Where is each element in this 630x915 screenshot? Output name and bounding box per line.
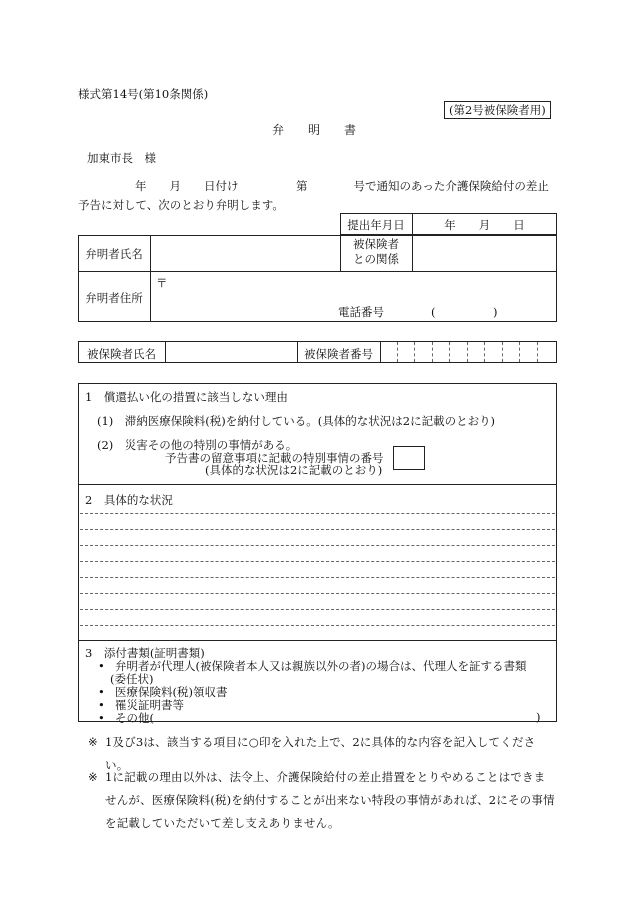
insured-number-label: 被保険者番号 — [304, 347, 373, 361]
blank-line — [80, 561, 555, 562]
section1-item2-sub1: 予告書の留意事項に記載の特別事情の番号 — [165, 451, 384, 465]
form-type-badge: (第2号被保険者用) — [444, 101, 551, 119]
intro-line-2: 予告に対して、次のとおり弁明します。 — [78, 198, 284, 212]
special-circumstance-number-box[interactable] — [393, 446, 425, 470]
note-mark: ※ — [88, 735, 98, 749]
bullet: • — [98, 698, 105, 712]
submit-date-field[interactable]: 年 月 日 — [444, 218, 525, 232]
blank-line — [80, 593, 555, 594]
attachment-item[interactable]: 罹災証明書等 — [115, 698, 184, 712]
blank-line — [80, 529, 555, 530]
bullet: • — [98, 659, 105, 673]
note-1: 1及び3は、該当する項目に○印を入れた上で、2に具体的な内容を記入してください。 — [105, 735, 536, 772]
name-field[interactable] — [152, 237, 338, 269]
addressee: 加東市長 様 — [87, 151, 156, 165]
section3-heading: 3 添付書類(証明書類) — [85, 646, 205, 660]
intro-line-1: 年 月 日付け 第 号で通知のあった介護保険給付の差止 — [135, 179, 549, 193]
attachment-item[interactable]: 弁明者が代理人(被保険者本人又は親族以外の者)の場合は、代理人を証する書類 — [115, 659, 527, 673]
section1-item2-sub2: (具体的な状況は2に記載のとおり) — [205, 463, 383, 477]
relation-field[interactable] — [414, 237, 555, 269]
section2-heading: 2 具体的な状況 — [85, 493, 173, 507]
attachment-item[interactable]: 医療保険料(税)領収書 — [115, 685, 228, 699]
note-mark: ※ — [88, 770, 98, 784]
blank-line — [80, 577, 555, 578]
attachment-item-continuation: (委任状) — [110, 672, 154, 686]
section1-item1[interactable]: (1) 滞納医療保険料(税)を納付している。(具体的な状況は2に記載のとおり) — [97, 414, 496, 428]
section1-heading: 1 償還払い化の措置に該当しない理由 — [85, 390, 288, 404]
insured-number-field[interactable] — [381, 343, 556, 361]
bullet: • — [98, 685, 105, 699]
address-label: 弁明者住所 — [85, 291, 143, 305]
document-title: 弁 明 書 — [272, 123, 357, 137]
phone-field[interactable]: ( ) — [431, 305, 498, 319]
relation-label: 被保険者 との関係 — [353, 237, 399, 266]
submit-date-label: 提出年月日 — [347, 218, 405, 232]
blank-line — [80, 513, 555, 514]
blank-line — [80, 545, 555, 546]
section1-item2[interactable]: (2) 災害その他の特別の事情がある。 — [97, 438, 298, 452]
name-label: 弁明者氏名 — [85, 247, 143, 261]
close-paren: ) — [536, 710, 541, 724]
postal-mark: 〒 — [156, 276, 168, 290]
blank-line — [80, 625, 555, 626]
bullet: • — [98, 711, 105, 725]
phone-label: 電話番号 — [338, 305, 384, 319]
insured-name-field[interactable] — [167, 343, 295, 361]
attachment-item[interactable]: その他( — [115, 711, 154, 725]
blank-line — [80, 609, 555, 610]
note-2: 1に記載の理由以外は、法令上、介護保険給付の差止措置をとりやめることはできませんが、医療保険料(税)を納付することが出来ない特段の事情があれば、2にその事情を記載していただいて差し支えありません。 — [105, 770, 555, 830]
form-number: 様式第14号(第10条関係) — [78, 87, 209, 101]
insured-name-label: 被保険者氏名 — [87, 347, 156, 361]
